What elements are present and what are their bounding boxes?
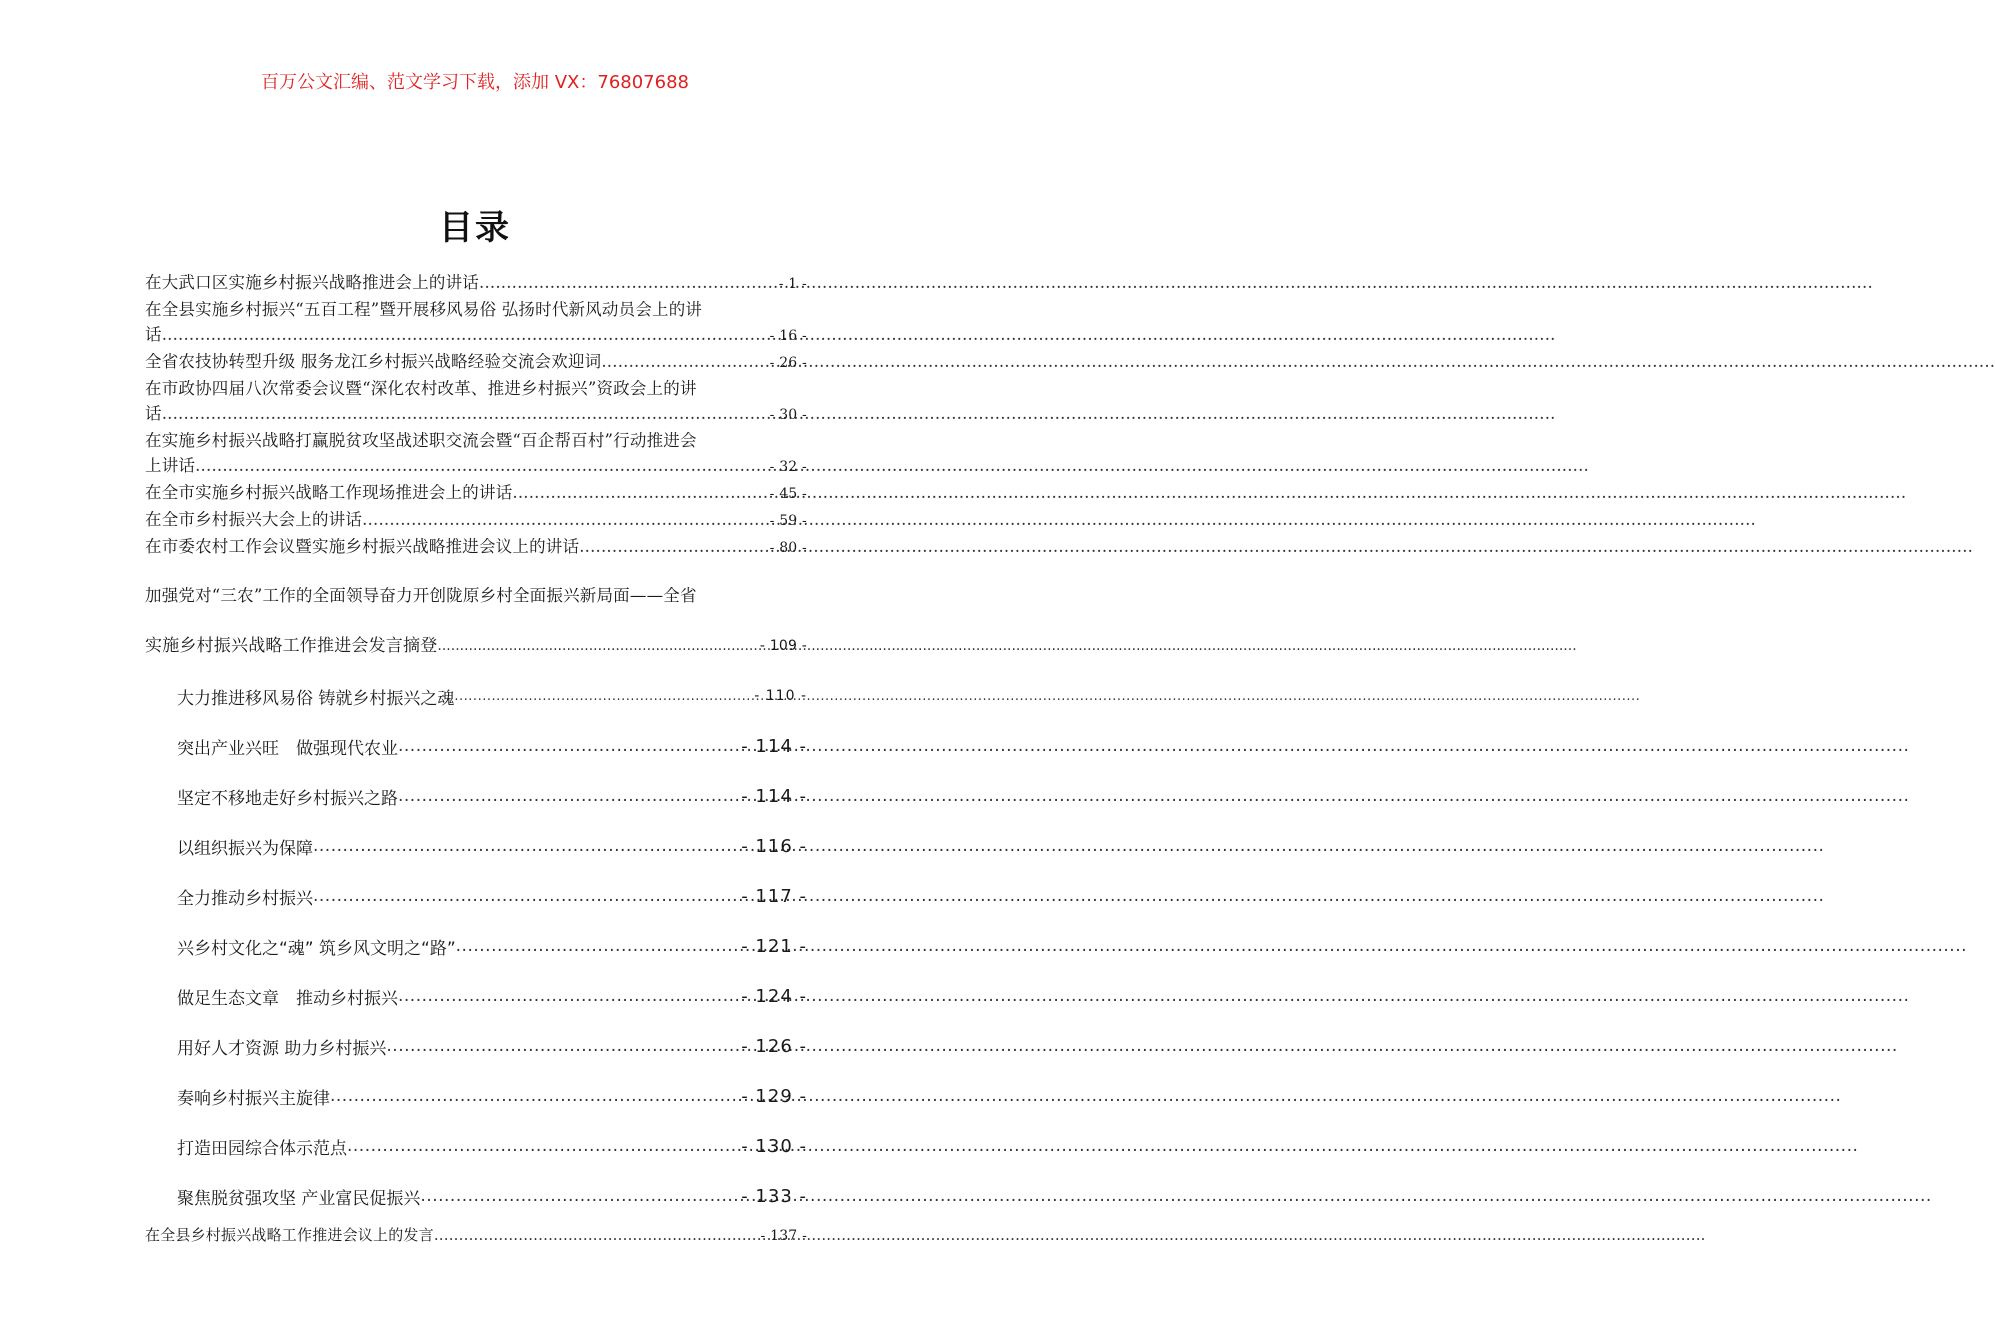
toc-sub-entry[interactable] xyxy=(145,1071,807,1121)
toc-page-number: - 114 - xyxy=(741,735,807,757)
toc-page-number: - 129 - xyxy=(741,1085,807,1107)
leader-dots xyxy=(456,936,742,956)
leader-dots xyxy=(420,1186,741,1206)
toc-page-number: - 137 - xyxy=(760,1228,807,1244)
toc-entry[interactable] xyxy=(145,507,807,534)
leader-dots xyxy=(398,986,741,1006)
toc-entry-title-line1: 加强党对“三农”工作的全面领导奋力开创陇原乡村全面振兴新局面——全省 xyxy=(145,586,697,605)
toc-entry[interactable] xyxy=(145,349,807,376)
toc-entry-title: 在大武口区实施乡村振兴战略推进会上的讲话 xyxy=(145,273,479,292)
leader-dots xyxy=(512,480,769,505)
toc-entry-title-line2: 实施乡村振兴战略工作推进会发言摘登 xyxy=(145,635,438,656)
toc-page-number: - 109 - xyxy=(759,637,807,654)
toc-sub-entry-title: 突出产业兴旺 做强现代农业 xyxy=(177,738,398,759)
toc-page-number: - 124 - xyxy=(741,985,807,1007)
toc-sub-entry[interactable] xyxy=(145,671,807,721)
toc-entry-title-line2: 话 xyxy=(145,325,162,344)
toc-entry-title-line1: 在实施乡村振兴战略打赢脱贫攻坚战述职交流会暨“百企帮百村”行动推进会 xyxy=(145,431,697,450)
toc-page-number: - 80 - xyxy=(769,540,807,556)
leader-dots xyxy=(601,349,769,374)
leader-dots xyxy=(195,453,770,478)
leader-dots xyxy=(386,1036,741,1056)
toc-entry-title-line2: 上讲话 xyxy=(145,456,196,475)
table-of-contents xyxy=(145,270,807,1249)
toc-page-number: - 45 - xyxy=(769,486,807,502)
toc-entry-title: 在全县乡村振兴战略工作推进会议上的发言 xyxy=(145,1226,434,1244)
leader-dots xyxy=(162,401,770,426)
toc-sub-entry-title: 全力推动乡村振兴 xyxy=(177,888,313,909)
toc-entry[interactable] xyxy=(145,376,807,428)
toc-page-number: - 114 - xyxy=(741,785,807,807)
toc-sub-entry[interactable] xyxy=(145,721,807,771)
page-title: 目录 xyxy=(439,208,511,248)
toc-sub-entry[interactable] xyxy=(145,1021,807,1071)
leader-dots xyxy=(434,1223,761,1248)
leader-dots xyxy=(362,507,770,532)
toc-sub-entry-title: 大力推进移风易俗 铸就乡村振兴之魂 xyxy=(177,688,455,709)
leader-dots xyxy=(454,689,754,704)
toc-page-number: - 133 - xyxy=(741,1185,807,1207)
toc-sub-entry[interactable] xyxy=(145,921,807,971)
toc-entry-title-line2: 话 xyxy=(145,404,162,423)
toc-entry[interactable] xyxy=(145,534,807,561)
leader-dots xyxy=(398,786,741,806)
toc-page-number: - 16 - xyxy=(769,328,807,344)
leader-dots xyxy=(313,836,741,856)
toc-page-number: - 26 - xyxy=(769,355,807,371)
toc-entry[interactable] xyxy=(145,428,807,480)
leader-dots xyxy=(437,634,759,659)
toc-entry-title: 在市委农村工作会议暨实施乡村振兴战略推进会议上的讲话 xyxy=(145,537,580,556)
toc-entry-title: 在全市乡村振兴大会上的讲话 xyxy=(145,510,363,529)
toc-page-number: - 59 - xyxy=(769,513,807,529)
toc-entry[interactable] xyxy=(145,297,807,349)
toc-entry[interactable] xyxy=(145,480,807,507)
toc-page-number: - 1 - xyxy=(778,276,807,292)
leader-dots xyxy=(479,270,779,295)
leader-dots xyxy=(162,322,770,347)
toc-entry[interactable] xyxy=(145,1223,807,1249)
toc-sub-entry[interactable] xyxy=(145,871,807,921)
toc-page-number: - 121 - xyxy=(741,935,807,957)
toc-entry[interactable] xyxy=(145,270,807,297)
toc-sub-entry[interactable] xyxy=(145,1121,807,1171)
toc-entry-title-line1: 在全县实施乡村振兴“五百工程”暨开展移风易俗 弘扬时代新风动员会上的讲 xyxy=(145,300,703,319)
toc-sub-entry[interactable] xyxy=(145,971,807,1021)
toc-sub-entry-title: 坚定不移地走好乡村振兴之路 xyxy=(177,788,398,809)
toc-sub-entry-title: 用好人才资源 助力乡村振兴 xyxy=(177,1038,387,1059)
toc-sub-entry-title: 打造田园综合体示范点 xyxy=(177,1138,347,1159)
leader-dots xyxy=(347,1136,741,1156)
toc-page-number: - 126 - xyxy=(741,1035,807,1057)
toc-entry-title: 全省农技协转型升级 服务龙江乡村振兴战略经验交流会欢迎词 xyxy=(145,352,602,371)
toc-sub-entry[interactable] xyxy=(145,1171,807,1221)
toc-sub-entry[interactable] xyxy=(145,821,807,871)
toc-sub-entry-title: 以组织振兴为保障 xyxy=(177,838,313,859)
toc-page-number: - 117 - xyxy=(741,885,807,907)
leader-dots xyxy=(398,736,741,756)
toc-entry-title: 在全市实施乡村振兴战略工作现场推进会上的讲话 xyxy=(145,483,513,502)
toc-page-number: - 130 - xyxy=(741,1135,807,1157)
leader-dots xyxy=(330,1086,741,1106)
toc-sub-entry-title: 做足生态文章 推动乡村振兴 xyxy=(177,988,398,1009)
toc-sub-entry[interactable] xyxy=(145,771,807,821)
toc-page-number: - 110 - xyxy=(754,688,807,704)
toc-sub-entry-title: 奏响乡村振兴主旋律 xyxy=(177,1088,330,1109)
toc-entry-title-line1: 在市政协四届八次常委会议暨“深化农村改革、推进乡村振兴”资政会上的讲 xyxy=(145,379,697,398)
toc-page-number: - 116 - xyxy=(741,835,807,857)
leader-dots xyxy=(579,534,769,559)
toc-page-number: - 32 - xyxy=(769,459,807,475)
toc-sub-entry-title: 兴乡村文化之“魂” 筑乡风文明之“路” xyxy=(177,938,456,959)
watermark-header: 百万公文汇编、范文学习下载，添加 VX：76807688 xyxy=(261,72,689,93)
toc-entry[interactable] xyxy=(145,571,807,671)
toc-page-number: - 30 - xyxy=(769,407,807,423)
toc-sub-entry-title: 聚焦脱贫强攻坚 产业富民促振兴 xyxy=(177,1188,421,1209)
leader-dots xyxy=(313,886,741,906)
